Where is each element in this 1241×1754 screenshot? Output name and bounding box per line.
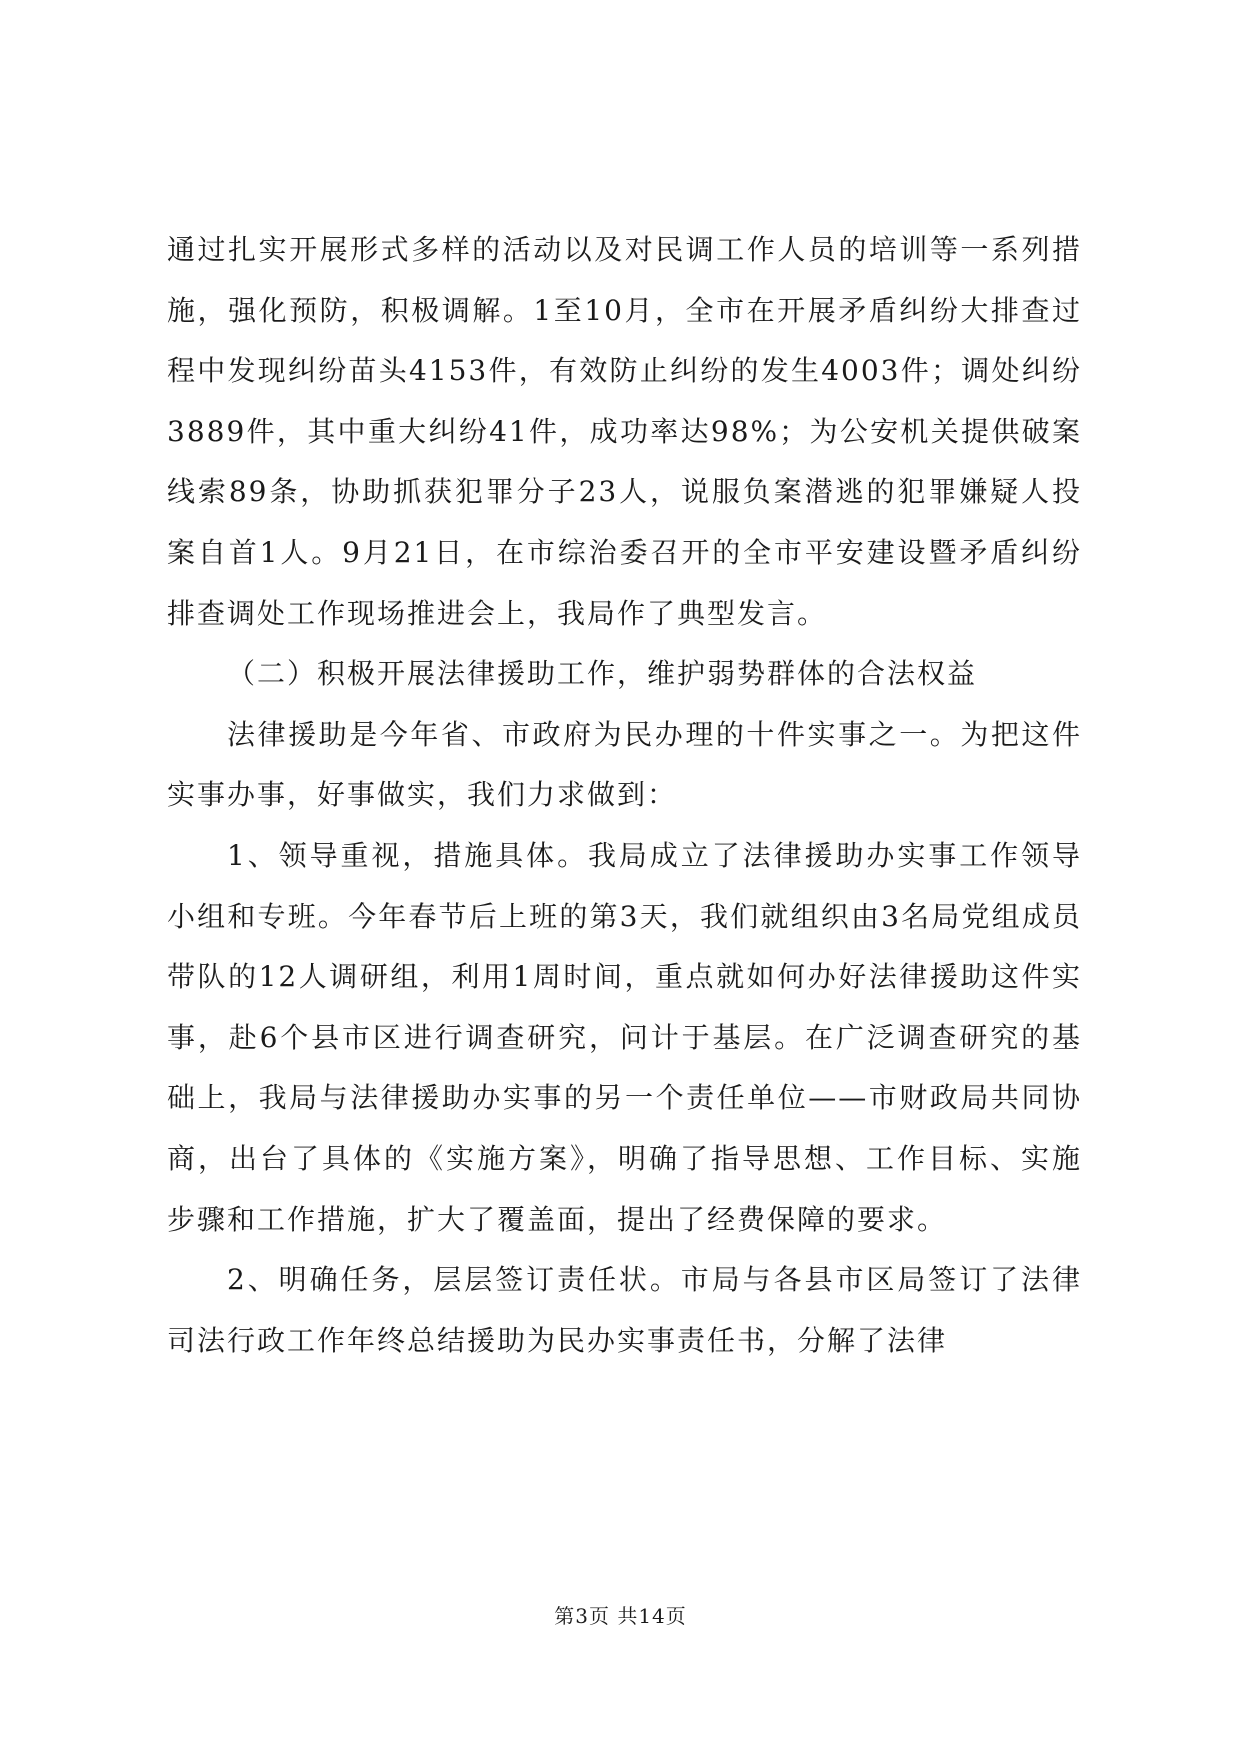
paragraph-legal-aid-intro: 法律援助是今年省、市政府为民办理的十件实事之一。为把这件实事办事，好事做实，我们力求做到： — [167, 717, 1082, 812]
paragraph-mediation-results: 通过扎实开展形式多样的活动以及对民调工作人员的培训等一系列措施，强化预防，积极调解。1至10月，全市在开展矛盾纠纷大排查过程中发现纠纷苗头4153件，有效防止纠纷的发生4003件；调处纠纷3889件，其中重大纠纷41件，成功率达98%；为公安机关提供破案线索89条，协助抓获犯罪分子23人，说服负案潜逃的犯罪嫌疑人投案自首1人。9月21日，在市综治委召开的全市平安建设暨矛盾纠纷排查调处工作现场推进会上，我局作了典型发言。 — [167, 233, 1082, 630]
section-heading-legal-aid: （二）积极开展法律援助工作，维护弱势群体的合法权益 — [227, 657, 978, 691]
paragraph-responsibility-tasks: 2、明确任务，层层签订责任状。市局与各县市区局签订了法律司法行政工作年终总结援助为民办实事责任书，分解了法律 — [167, 1263, 1082, 1357]
paragraph-leadership-measures: 1、领导重视，措施具体。我局成立了法律援助办实事工作领导小组和专班。今年春节后上班的第3天，我们就组织由3名局党组成员带队的12人调研组，利用1周时间，重点就如何办好法律援助这件实事，赴6个县市区进行调查研究，问计于基层。在广泛调查研究的基础上，我局与法律援助办实事的另一个责任单位——市财政局共同协商，出台了具体的《实施方案》，明确了指导思想、工作目标、实施步骤和工作措施，扩大了覆盖面，提出了经费保障的要求。 — [167, 838, 1082, 1236]
page-footer: 第3页 共14页 — [554, 1604, 687, 1628]
document-body — [167, 220, 1082, 1371]
